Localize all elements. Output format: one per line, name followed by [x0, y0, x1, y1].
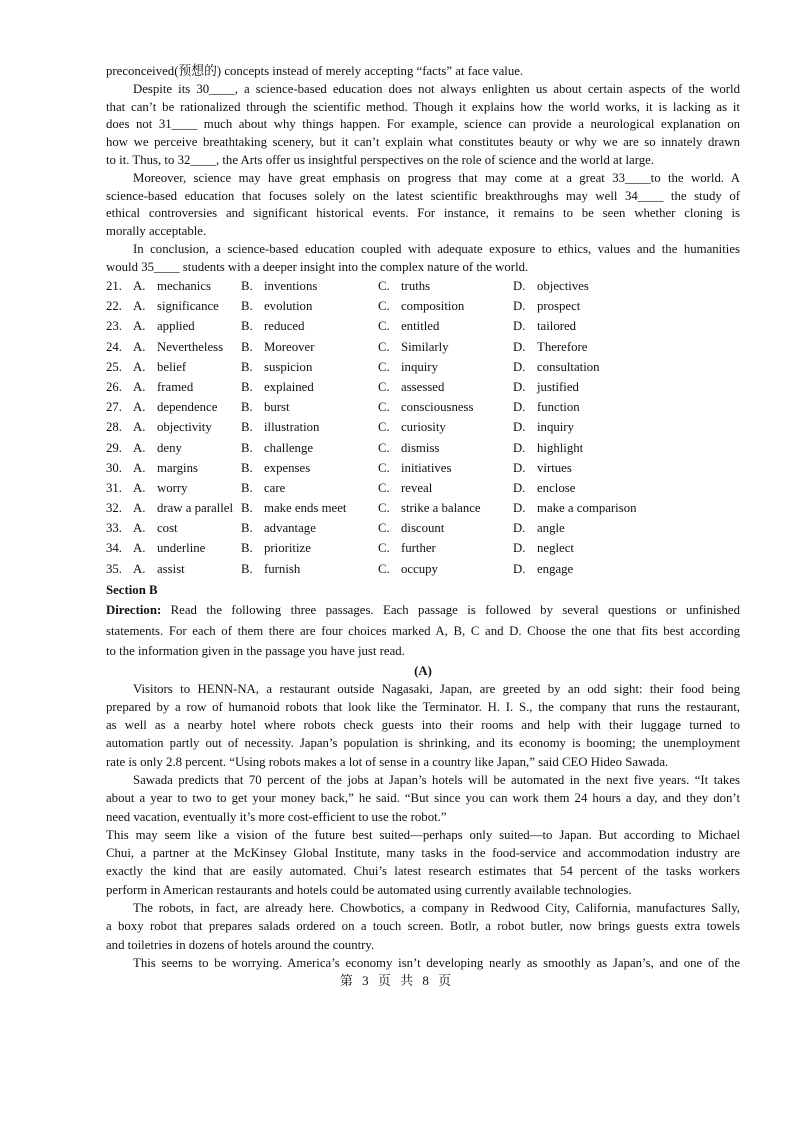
- paragraph-line: and toiletries in dozens of hotels around the country.: [106, 937, 375, 952]
- option-b: burst: [264, 400, 290, 415]
- direction-text: statements. For each of them there are four choices marked A, B, C and D. Choose the one that fits best according: [106, 623, 740, 638]
- option-c: occupy: [401, 561, 438, 576]
- option-letter: C.: [378, 561, 390, 576]
- option-letter: B.: [241, 319, 253, 334]
- option-letter: C.: [378, 359, 390, 374]
- option-c: Similarly: [401, 339, 449, 354]
- option-letter: C.: [378, 339, 390, 354]
- option-letter: C.: [378, 521, 390, 536]
- question-number: 22.: [106, 299, 122, 314]
- option-letter: D.: [513, 521, 526, 536]
- option-letter: D.: [513, 319, 526, 334]
- option-letter: C.: [378, 400, 390, 415]
- question-row: [106, 276, 740, 296]
- option-a: underline: [157, 541, 206, 556]
- option-a: applied: [157, 319, 195, 334]
- option-a: margins: [157, 460, 198, 475]
- paragraph-line: that can’t be rationalized through the scientific method. Though it explains how the world works, it is lacking as it: [106, 99, 740, 114]
- option-letter: C.: [378, 379, 390, 394]
- paragraph-line: science-based education that focuses solely on the latest scientific breakthroughs may well 34____ the study of: [106, 188, 740, 203]
- question-row: [106, 417, 740, 437]
- question-row: [106, 518, 740, 538]
- option-b: challenge: [264, 440, 314, 455]
- question-row: [106, 296, 740, 316]
- paragraph-line: as well as a nearby hotel where robots check guests into their rooms and help with their luggage turned to: [106, 718, 740, 733]
- paragraph-line: rate is only 2.8 percent. “Using robots makes a lot of sense in a country like Japan,” said CEO Hideo Sawada.: [106, 754, 669, 769]
- question-number: 28.: [106, 420, 122, 435]
- option-letter: B.: [241, 339, 253, 354]
- option-d: highlight: [537, 440, 584, 455]
- question-row: [106, 377, 740, 397]
- option-letter: D.: [513, 400, 526, 415]
- option-letter: B.: [241, 359, 253, 374]
- option-letter: D.: [513, 480, 526, 495]
- page-footer: 第 3 页 共 8 页: [339, 973, 455, 988]
- option-letter: A.: [133, 480, 146, 495]
- option-c: discount: [401, 521, 445, 536]
- option-c: consciousness: [401, 400, 474, 415]
- option-b: prioritize: [264, 541, 311, 556]
- option-letter: A.: [133, 359, 146, 374]
- option-c: truths: [401, 279, 431, 293]
- option-b: explained: [264, 379, 314, 394]
- option-b: illustration: [264, 420, 320, 435]
- option-letter: D.: [513, 279, 526, 293]
- option-letter: D.: [513, 299, 526, 314]
- option-b: inventions: [264, 279, 318, 293]
- paragraph-line: Chui, a partner at the McKinsey Global Institute, many tasks in the food-service and accommodation industry are: [106, 846, 740, 861]
- question-number: 23.: [106, 319, 122, 334]
- option-a: Nevertheless: [157, 339, 224, 354]
- option-b: reduced: [264, 319, 305, 334]
- option-a: significance: [157, 299, 219, 314]
- option-b: furnish: [264, 561, 301, 576]
- option-letter: A.: [133, 299, 146, 314]
- paragraph-line: need vacation, eventually it’s more cost-efficient to use the robot.”: [106, 809, 447, 824]
- question-row: [106, 357, 740, 377]
- option-d: engage: [537, 561, 574, 576]
- question-number: 33.: [106, 521, 122, 536]
- direction: [106, 600, 740, 662]
- question-row: [106, 397, 740, 417]
- question-number: 24.: [106, 339, 122, 354]
- option-c: assessed: [401, 379, 445, 394]
- option-c: entitled: [401, 319, 440, 334]
- option-b: Moreover: [264, 339, 315, 354]
- paragraph-line: ethical controversies and significant historical events. For instance, it remains to be seen whether cloning is: [106, 206, 740, 221]
- option-d: Therefore: [537, 339, 588, 354]
- option-d: consultation: [537, 359, 600, 374]
- question-number: 32.: [106, 501, 122, 516]
- option-c: reveal: [401, 480, 433, 495]
- question-row: [106, 458, 740, 478]
- option-letter: D.: [513, 460, 526, 475]
- option-letter: B.: [241, 379, 253, 394]
- question-row: [106, 438, 740, 458]
- option-letter: C.: [378, 279, 390, 293]
- paragraph-line: morally acceptable.: [106, 224, 207, 239]
- paragraph-line: how we perceive breathtaking scenery, but it can’t explain what constitutes beauty or why we are so innately drawn: [106, 135, 740, 150]
- option-d: make a comparison: [537, 501, 637, 516]
- option-a: worry: [157, 480, 188, 495]
- option-letter: A.: [133, 279, 146, 293]
- option-letter: D.: [513, 501, 526, 516]
- paragraph-line: to it. Thus, to 32____, the Arts offer us insightful perspectives on the role of science and the world at large.: [106, 152, 655, 167]
- option-a: belief: [157, 359, 187, 374]
- option-letter: C.: [378, 299, 390, 314]
- option-letter: A.: [133, 339, 146, 354]
- direction-label: Direction:: [106, 603, 162, 617]
- option-letter: C.: [378, 319, 390, 334]
- option-a: objectivity: [157, 420, 212, 435]
- option-a: mechanics: [157, 279, 212, 293]
- option-d: enclose: [537, 480, 576, 495]
- option-b: care: [264, 480, 286, 495]
- option-c: further: [401, 541, 436, 556]
- paragraph-line: prepared by a row of humanoid robots that look like the Terminator. H. I. S., the company that runs the restaurant,: [106, 699, 740, 714]
- question-number: 29.: [106, 440, 122, 455]
- paragraph-line: Visitors to HENN-NA, a restaurant outside Nagasaki, Japan, are greeted by an odd sight: their food being: [133, 681, 740, 696]
- option-letter: C.: [378, 480, 390, 495]
- option-d: justified: [537, 379, 579, 394]
- paragraph-line: In conclusion, a science-based education coupled with adequate exposure to ethics, values and the humanities: [133, 241, 740, 256]
- option-letter: D.: [513, 561, 526, 576]
- option-letter: C.: [378, 440, 390, 455]
- option-c: dismiss: [401, 440, 440, 455]
- passage-label: (A): [414, 663, 432, 678]
- option-letter: B.: [241, 561, 253, 576]
- option-d: neglect: [537, 541, 574, 556]
- section-b: [106, 581, 740, 972]
- option-d: angle: [537, 521, 565, 536]
- option-letter: C.: [378, 541, 390, 556]
- option-letter: A.: [133, 541, 146, 556]
- paragraph-line: Sawada predicts that 70 percent of the jobs at Japan’s hotels will be automated in the next five years. “It takes: [133, 772, 740, 787]
- option-letter: B.: [241, 299, 253, 314]
- question-number: 35.: [106, 561, 122, 576]
- paragraph-line: The robots, in fact, are already here. Chowbotics, a company in Redwood City, California, manufactures Sally,: [133, 901, 740, 916]
- option-letter: D.: [513, 359, 526, 374]
- paragraph-line: does not 31____ much about why things happen. For example, science can provide a neurological explanation on: [106, 117, 740, 132]
- option-b: suspicion: [264, 359, 313, 374]
- option-d: tailored: [537, 319, 577, 334]
- option-letter: B.: [241, 420, 253, 435]
- paragraph-line: automation partly out of necessity. Japan’s population is shrinking, and its economy is booming; the unemployment: [106, 736, 740, 751]
- paragraph-line: This seems to be worrying. America’s economy isn’t developing nearly as smoothly as Japan’s, and one of the: [133, 955, 740, 970]
- option-letter: A.: [133, 440, 146, 455]
- option-c: inquiry: [401, 359, 438, 374]
- paragraph-line: Despite its 30____, a science-based education does not always enlighten us about certain aspects of the world: [133, 81, 740, 96]
- option-letter: A.: [133, 521, 146, 536]
- option-letter: D.: [513, 339, 526, 354]
- option-letter: A.: [133, 379, 146, 394]
- option-b: advantage: [264, 521, 316, 536]
- option-letter: B.: [241, 440, 253, 455]
- paragraph-line: exactly the kind that are easily automated. Chui’s latest research estimates that 54 percent of the tasks workers: [106, 864, 740, 879]
- option-letter: B.: [241, 279, 253, 293]
- paragraph-line: a boxy robot that prepares salads ordered on a touch screen. Botlr, a robot butler, now brings guests extra towels: [106, 919, 740, 934]
- option-letter: B.: [241, 460, 253, 475]
- option-b: expenses: [264, 460, 311, 475]
- paragraph-line: preconceived(预想的) concepts instead of merely accepting “facts” at face value.: [106, 64, 524, 78]
- option-c: curiosity: [401, 420, 446, 435]
- option-letter: A.: [133, 400, 146, 415]
- cloze-passage-continued: [106, 63, 740, 277]
- question-row: [106, 478, 740, 498]
- option-b: evolution: [264, 299, 313, 314]
- option-a: deny: [157, 440, 182, 455]
- option-d: virtues: [537, 460, 572, 475]
- question-number: 31.: [106, 480, 122, 495]
- paragraph-line: This may seem like a vision of the future best suited—perhaps only suited—to Japan. But according to Michael: [106, 827, 740, 842]
- option-letter: C.: [378, 460, 390, 475]
- question-row: [106, 337, 740, 357]
- question-number: 30.: [106, 460, 122, 475]
- option-letter: C.: [378, 420, 390, 435]
- question-number: 21.: [106, 279, 122, 293]
- option-c: strike a balance: [401, 501, 481, 516]
- section-title: Section B: [106, 583, 158, 597]
- option-d: objectives: [537, 279, 589, 293]
- question-number: 34.: [106, 541, 122, 556]
- option-letter: D.: [513, 541, 526, 556]
- option-letter: B.: [241, 521, 253, 536]
- option-d: function: [537, 400, 580, 415]
- option-letter: B.: [241, 501, 253, 516]
- option-a: cost: [157, 521, 178, 536]
- option-letter: B.: [241, 541, 253, 556]
- option-letter: A.: [133, 501, 146, 516]
- option-a: assist: [157, 561, 185, 576]
- option-a: dependence: [157, 400, 218, 415]
- cloze-options: [106, 276, 740, 579]
- paragraph-line: perform in American restaurants and hotels could be automated using currently available technologies.: [106, 882, 632, 897]
- question-row: [106, 559, 740, 579]
- option-d: prospect: [537, 299, 581, 314]
- option-letter: D.: [513, 420, 526, 435]
- option-c: composition: [401, 299, 465, 314]
- question-row: [106, 538, 740, 558]
- option-letter: B.: [241, 400, 253, 415]
- paragraph-line: about a year to two to get your money back,” he said. “But since you can work them 24 hours a day, and they don’t: [106, 791, 740, 806]
- option-letter: B.: [241, 480, 253, 495]
- question-number: 25.: [106, 359, 122, 374]
- option-letter: A.: [133, 460, 146, 475]
- option-letter: C.: [378, 501, 390, 516]
- option-letter: D.: [513, 379, 526, 394]
- question-number: 26.: [106, 379, 122, 394]
- option-b: make ends meet: [264, 501, 347, 516]
- option-letter: A.: [133, 561, 146, 576]
- direction-text: Read the following three passages. Each passage is followed by several questions or unfinished: [161, 603, 740, 617]
- option-letter: D.: [513, 440, 526, 455]
- option-a: draw a parallel: [157, 501, 234, 516]
- option-letter: A.: [133, 420, 146, 435]
- option-a: framed: [157, 379, 194, 394]
- question-row: [106, 316, 740, 336]
- direction-text: to the information given in the passage you have just read.: [106, 644, 405, 658]
- question-number: 27.: [106, 400, 122, 415]
- option-letter: A.: [133, 319, 146, 334]
- option-d: inquiry: [537, 420, 574, 435]
- passage-a: [106, 680, 740, 973]
- option-c: initiatives: [401, 460, 452, 475]
- paragraph-line: Moreover, science may have great emphasis on progress that may come at a great 33____to the world. A: [133, 170, 740, 185]
- paragraph-line: would 35____ students with a deeper insight into the complex nature of the world.: [106, 259, 529, 274]
- question-row: [106, 498, 740, 518]
